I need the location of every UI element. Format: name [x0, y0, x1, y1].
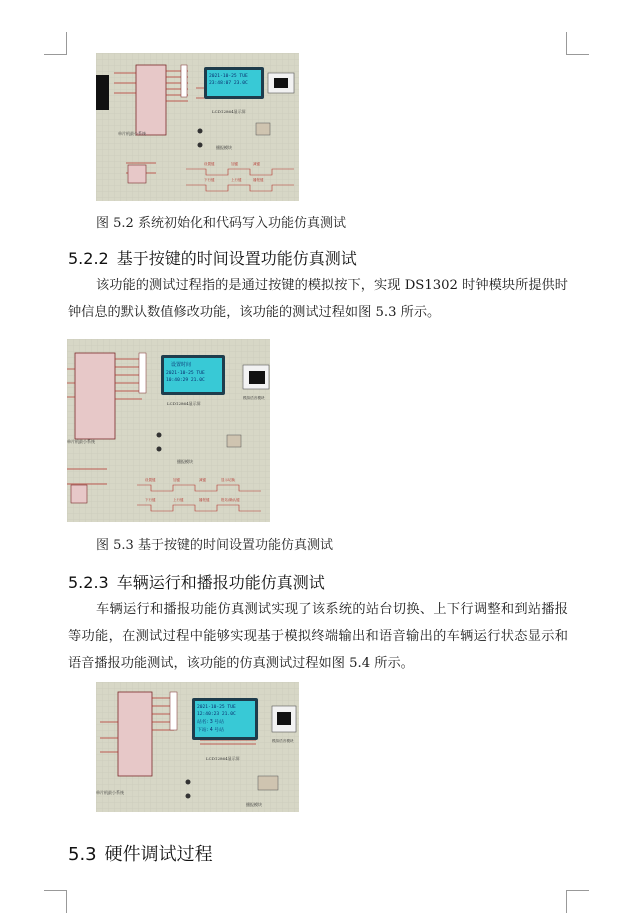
lcd-line-1: 2021-10-25 TUE	[197, 705, 236, 710]
lcd-line-3: 站名: 3 号站	[197, 720, 224, 725]
figure-5-4-schematic	[96, 682, 299, 812]
schematic-drawing	[67, 339, 270, 522]
lcd-label: LCD12864显示屏	[212, 109, 246, 114]
voice-label: 播报模块	[177, 459, 193, 464]
section-53-heading	[68, 840, 213, 866]
key-label-8: 报站/确认键	[221, 498, 240, 502]
lcd-label: LCD12864显示屏	[167, 401, 201, 406]
key-label-2: 加键	[231, 162, 238, 166]
figure-5-2-caption: 图 5.2 系统初始化和代码写入功能仿真测试	[96, 216, 346, 231]
key-label-3: 减键	[253, 162, 260, 166]
section-522-paragraph: 该功能的测试过程指的是通过按键的模拟按下，实现 DS1302 时钟模块所提供时钟信息的默认数值修改功能，该功能的测试过程如图 5.3 所示。	[68, 278, 568, 320]
key-label-5: 上行键	[231, 178, 242, 182]
voice-label: 播报模块	[246, 802, 262, 807]
section-523-heading	[68, 570, 325, 593]
module-label: 模拟语音模块	[243, 396, 265, 400]
section-523-paragraph: 车辆运行和播报功能仿真测试实现了该系统的站台切换、上下行调整和到站播报等功能，在测试过程中能够实现基于模拟终端输出和语音输出的车辆运行状态显示和语音播报功能测试，该功能的仿真测试过程如图 5.4 所示。	[68, 602, 568, 671]
section-522-number: 5.2.2	[68, 249, 109, 268]
figure-5-2-schematic	[96, 53, 299, 201]
mcu-label: 单片机最小系统	[67, 439, 95, 444]
key-label-6: 播报键	[253, 178, 264, 182]
crop-mark-top-right	[566, 32, 589, 55]
crop-mark-top-left	[44, 32, 67, 55]
lcd-line-1: 设置时间	[171, 362, 192, 368]
black-block	[96, 75, 109, 110]
section-522-title: 基于按键的时间设置功能仿真测试	[116, 249, 357, 268]
lcd-line-2: 2021-10-25 TUE	[166, 371, 205, 376]
mcu-label: 单片机最小系统	[118, 131, 146, 136]
key-label-1: 设置键	[145, 478, 156, 482]
section-523-number: 5.2.3	[68, 573, 109, 592]
section-523-title: 车辆运行和播报功能仿真测试	[116, 573, 325, 592]
section-522-heading	[68, 246, 357, 269]
lcd-line-2: 12:40:23 21.0C	[197, 712, 236, 717]
module-label: 模拟语音模块	[272, 739, 294, 743]
lcd-line-4: 下站: 4 号站	[197, 728, 224, 733]
mcu-chip	[118, 692, 152, 776]
schematic-drawing	[96, 53, 299, 201]
mcu-chip	[136, 65, 166, 135]
mcu-label: 单片机最小系统	[96, 790, 124, 795]
key-label-4: 下行键	[204, 178, 215, 182]
lcd-line-3: 10:40:29 21.0C	[166, 378, 205, 383]
figure-5-3-schematic	[67, 339, 270, 522]
key-label-7: 播报键	[199, 498, 210, 502]
key-label-2: 加键	[173, 478, 180, 482]
lcd-line-1: 2021-10-25 TUE	[209, 74, 248, 79]
voice-label: 播报模块	[216, 145, 232, 150]
key-label-5: 下行键	[145, 498, 156, 502]
section-53-number: 5.3	[68, 844, 97, 865]
figure-5-3-caption: 图 5.3 基于按键的时间设置功能仿真测试	[96, 538, 333, 553]
key-label-1: 设置键	[204, 162, 215, 166]
section-53-title: 硬件调试过程	[104, 844, 213, 865]
schematic-drawing	[96, 682, 299, 812]
lcd-line-2: 23:48:07 23.0C	[209, 81, 248, 86]
key-label-3: 减键	[199, 478, 206, 482]
key-label-4: 显示切换	[221, 478, 235, 482]
lcd-label: LCD12864显示屏	[206, 756, 240, 761]
key-label-6: 上行键	[173, 498, 184, 502]
mcu-chip	[75, 353, 115, 439]
